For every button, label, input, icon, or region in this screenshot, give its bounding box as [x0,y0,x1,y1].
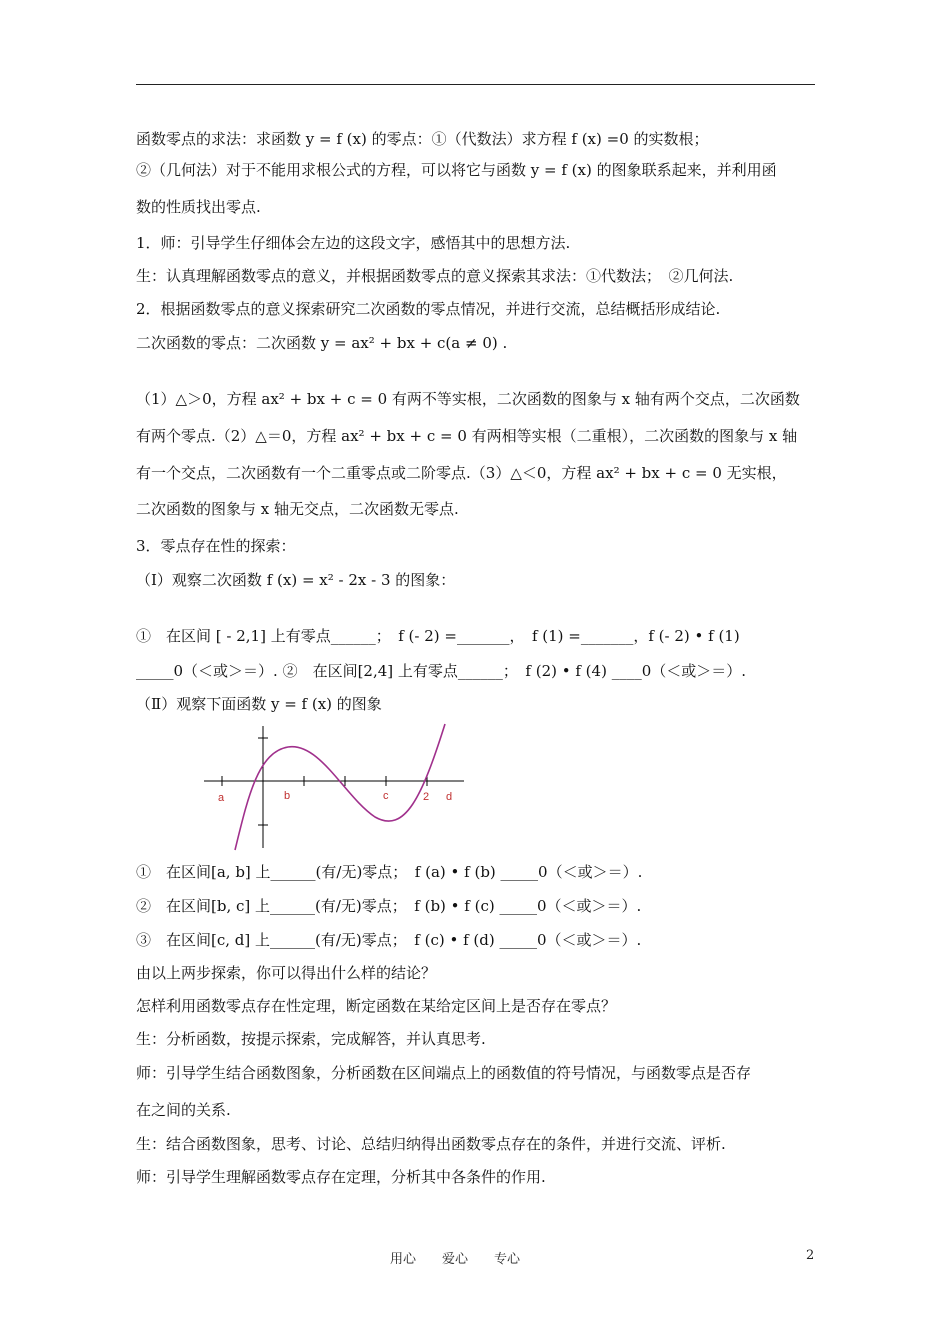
text-line: 有两个零点.（2）△＝0，方程 ax² + bx + c = 0 有两相等实根（二重根），二次函数的图象与 x 轴 [136,427,798,445]
graph-label-a: a [218,792,225,804]
text-line: ② 在区间[b, c] 上______(有/无)零点； f (b) • f (c) _____0（＜或＞＝）. [136,897,642,915]
text-line: ②（几何法）对于不能用求根公式的方程，可以将它与函数 y = f (x) 的图象联系起来，并利用函 [136,161,777,179]
text-line: 由以上两步探索，你可以得出什么样的结论？ [136,964,437,982]
header-rule [136,84,815,85]
text-line: 怎样利用函数零点存在性定理，断定函数在某给定区间上是否存在零点？ [136,997,617,1015]
text-line: 在之间的关系. [136,1101,231,1119]
text-line: 2．根据函数零点的意义探索研究二次函数的零点情况，并进行交流，总结概括形成结论. [136,300,721,318]
text-line: 生：分析函数，按提示探索，完成解答，并认真思考. [136,1030,486,1048]
graph-label-b: b [284,790,291,802]
text-line: 生：认真理解函数零点的意义，并根据函数零点的意义探索其求法：①代数法； ②几何法. [136,267,734,285]
text-line: 生：结合函数图象，思考、讨论、总结归纳得出函数零点存在的条件，并进行交流、评析. [136,1135,726,1153]
graph-label-c: c [383,790,389,802]
text-line: 有一个交点，二次函数有一个二重零点或二阶零点.（3）△＜0，方程 ax² + bx + c = 0 无实根， [136,464,787,482]
text-line: _____0（＜或＞＝）. ② 在区间[2,4] 上有零点______； f (2) • f (4) ____0（＜或＞＝）. [136,662,747,680]
text-line: 师：引导学生理解函数零点存在定理，分析其中各条件的作用. [136,1168,546,1186]
text-line: （1）△＞0，方程 ax² + bx + c = 0 有两不等实根，二次函数的图象与 x 轴有两个交点，二次函数 [136,390,800,408]
text-line: ③ 在区间[c, d] 上______(有/无)零点； f (c) • f (d) _____0（＜或＞＝）. [136,931,642,949]
graph-label-d: d [446,791,453,803]
text-line: 二次函数的图象与 x 轴无交点，二次函数无零点. [136,500,459,518]
text-line: 师：引导学生结合函数图象，分析函数在区间端点上的函数值的符号情况，与函数零点是否存 [136,1064,752,1082]
text-line: 数的性质找出零点. [136,198,261,216]
text-line: ① 在区间[a, b] 上______(有/无)零点； f (a) • f (b) _____0（＜或＞＝）. [136,863,643,881]
function-curve [235,724,445,850]
text-line: 二次函数的零点：二次函数 y = ax² + bx + c(a ≠ 0) . [136,334,508,352]
text-line: ① 在区间 [ - 2,1] 上有零点______； f (- 2) =_______， f (1) =_______，f (- 2) • f (1) [136,627,740,645]
page-number: 2 [806,1248,815,1263]
text-line: 函数零点的求法：求函数 y = f (x) 的零点：①（代数法）求方程 f (x) =0 的实数根； [136,130,709,148]
text-line: （Ⅰ）观察二次函数 f (x) = x² - 2x - 3 的图象： [136,571,456,589]
footer-motto: 用心 爱心 专心 [390,1252,521,1267]
text-line: （Ⅱ）观察下面函数 y = f (x) 的图象 [136,695,382,713]
text-line: 1．师：引导学生仔细体会左边的这段文字，感悟其中的思想方法. [136,234,571,252]
graph-label-2: 2 [423,791,430,803]
function-graph [200,722,470,852]
text-line: 3．零点存在性的探索： [136,537,296,555]
